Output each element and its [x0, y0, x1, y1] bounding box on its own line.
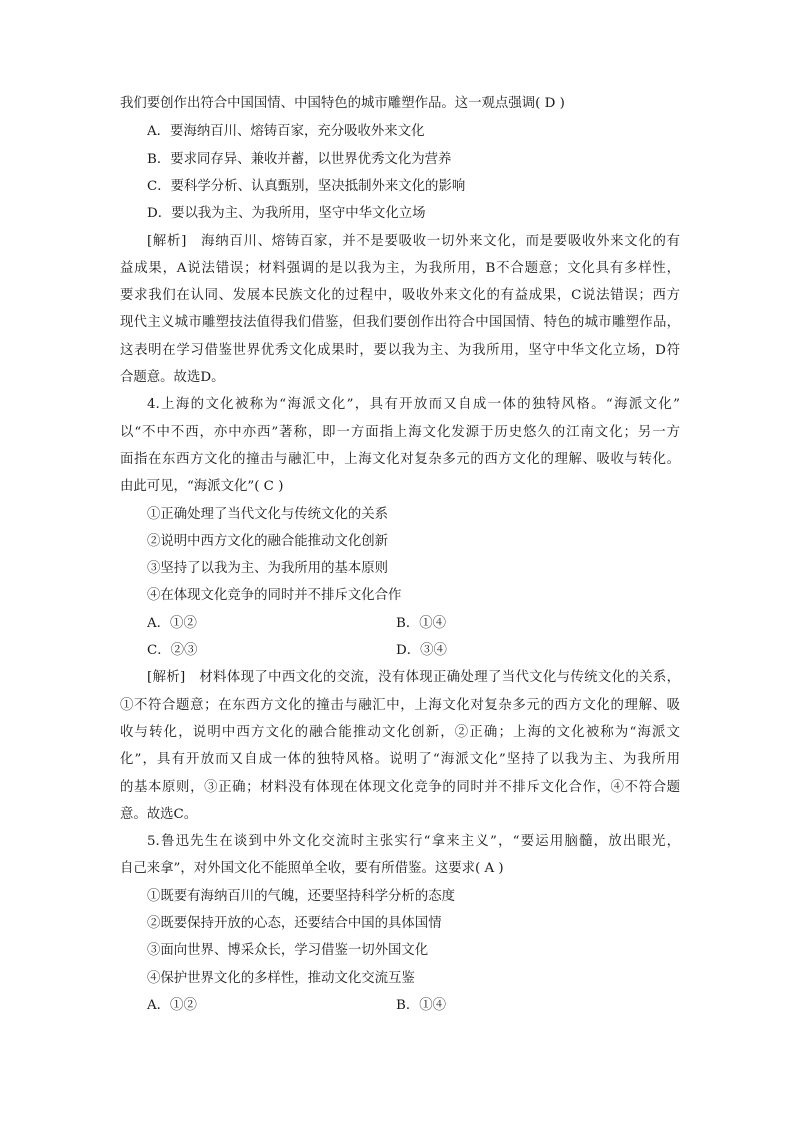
q5-stem-line-2: 自己来拿”，对外国文化不能照单全收，要有所借鉴。这要求( A ): [120, 861, 504, 876]
q3-analysis-line-1: [解析] 海纳百川、熔铸百家，并不是要吸收一切外来文化，而是要吸收外来文化的有: [147, 234, 680, 249]
q3-analysis-line-6: 合题意。故选D。: [120, 370, 225, 385]
q4-item-1: ①正确处理了当代文化与传统文化的关系: [147, 507, 389, 522]
q4-item-2: ②说明中西方文化的融合能推动文化创新: [147, 534, 389, 549]
q5-item-2: ②既要保持开放的心态，还要结合中国的具体国情: [147, 916, 442, 931]
q4-choice-c: C．②③: [147, 643, 198, 658]
q4-stem-line-4: 由此可见，“海派文化”( C ): [120, 479, 284, 494]
q3-analysis-line-5: 这表明在学习借鉴世界优秀文化成果时，要以我为主、为我所用，坚守中华文化立场，D符: [120, 343, 680, 358]
q4-analysis-line-5: 的基本原则，③正确；材料没有体现在体现文化竞争的同时并不排斥文化合作，④不符合题: [120, 780, 680, 795]
q3-analysis-line-3: 要求我们在认同、发展本民族文化的过程中，吸收外来文化的有益成果，C说法错误；西方: [120, 288, 680, 303]
q3-analysis-line-4: 现代主义城市雕塑技法值得我们借鉴，但我们要创作出符合中国国情、特色的城市雕塑作品，: [120, 315, 680, 330]
q4-analysis-line-2: ①不符合题意；在东西方文化的撞击与融汇中，上海文化对复杂多元的西方文化的理解、吸: [120, 698, 680, 713]
q4-analysis-line-1: [解析] 材料体现了中西文化的交流，没有体现正确处理了当代文化与传统文化的关系，: [147, 670, 680, 685]
q4-choice-d: D．③④: [396, 643, 447, 658]
q4-choice-b: B．①④: [396, 616, 447, 631]
q3-option-c: C．要科学分析、认真甄别，坚决抵制外来文化的影响: [147, 179, 466, 194]
q3-option-d: D．要以我为主、为我所用，坚守中华文化立场: [147, 206, 426, 221]
q4-analysis-line-6: 意。故选C。: [120, 807, 198, 822]
q4-item-4: ④在体现文化竞争的同时并不排斥文化合作: [147, 588, 402, 603]
q3-option-b: B．要求同存异、兼收并蓄，以世界优秀文化为营养: [147, 152, 452, 167]
q5-item-1: ①既要有海纳百川的气魄，还要坚持科学分析的态度: [147, 889, 455, 904]
q5-choice-a: A．①②: [147, 998, 197, 1013]
q4-choice-a: A．①②: [147, 616, 197, 631]
q3-stem-tail: 我们要创作出符合中国国情、中国特色的城市雕塑作品。这一观点强调( D ): [120, 96, 565, 111]
q3-analysis-line-2: 益成果，A说法错误；材料强调的是以我为主，为我所用，B不合题意；文化具有多样性，: [120, 261, 680, 276]
q4-analysis-line-3: 收与转化，说明中西方文化的融合能推动文化创新，②正确；上海的文化被称为“海派文: [120, 725, 680, 740]
q4-stem-line-3: 面指在东西方文化的撞击与融汇中，上海文化对复杂多元的西方文化的理解、吸收与转化。: [120, 452, 680, 467]
q3-option-a: A．要海纳百川、熔铸百家，充分吸收外来文化: [147, 124, 425, 139]
q4-item-3: ③坚持了以我为主、为我所用的基本原则: [147, 561, 389, 576]
q4-stem-line-1: 4.上海的文化被称为“海派文化”，具有开放而又自成一体的独特风格。“海派文化”: [147, 397, 680, 412]
q5-item-4: ④保护世界文化的多样性，推动文化交流互鉴: [147, 971, 415, 986]
q5-stem-line-1: 5.鲁迅先生在谈到中外文化交流时主张实行“拿来主义”，“要运用脑髓，放出眼光，: [147, 834, 680, 849]
q4-stem-line-2: 以“不中不西，亦中亦西”著称，即一方面指上海文化发源于历史悠久的江南文化；另一方: [120, 425, 680, 440]
q4-analysis-line-4: 化”，具有开放而又自成一体的独特风格。说明了“海派文化”坚持了以我为主、为我所用: [120, 752, 680, 767]
q5-choice-b: B．①④: [396, 998, 447, 1013]
q5-item-3: ③面向世界、博采众长，学习借鉴一切外国文化: [147, 943, 429, 958]
